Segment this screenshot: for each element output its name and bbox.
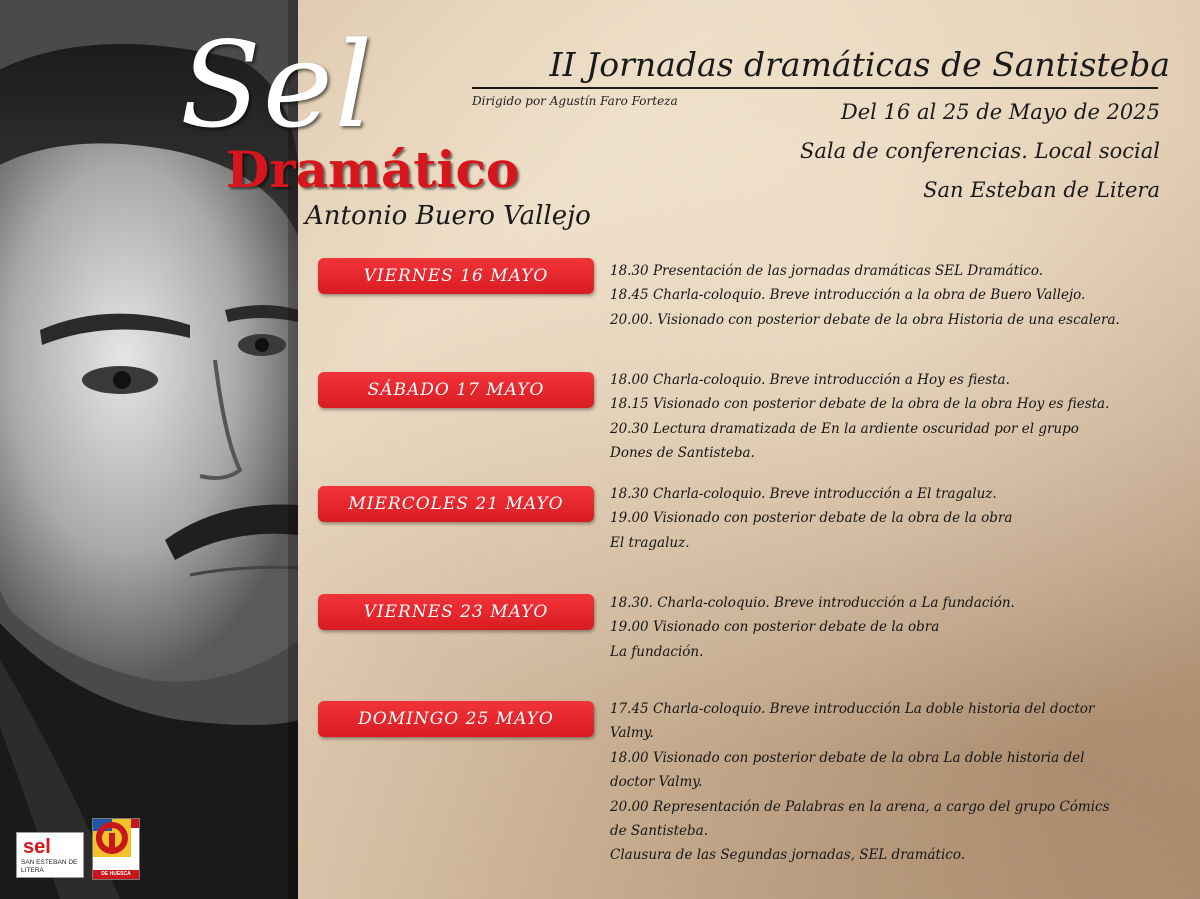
logo-sel-title: Sel <box>180 16 375 154</box>
director-credit: Dirigido por Agustín Faro Forteza <box>472 94 678 108</box>
event-venue: Sala de conferencias. Local social <box>799 139 1160 163</box>
day-activities <box>610 697 1180 868</box>
activity-line: 18.00 Visionado con posterior debate de la obra La doble historia del <box>610 749 1085 766</box>
logo-dramatico-title: Dramático <box>226 140 520 199</box>
activity-line: 17.45 Charla-coloquio. Breve introducción La doble historia del doctor <box>610 701 1095 717</box>
activity-line: Valmy. <box>610 725 654 742</box>
activity-line: de Santisteba. <box>610 823 708 840</box>
day-activities <box>610 482 1180 555</box>
activity-line: El tragaluz. <box>610 534 690 551</box>
title-underline <box>472 87 1158 89</box>
activity-line: 18.30 Charla-coloquio. Breve introducción a El tragaluz. <box>610 486 997 502</box>
event-title: II Jornadas dramáticas de Santisteba <box>549 45 1170 84</box>
activity-line: 20.00 Representación de Palabras en la arena, a cargo del grupo Cómics <box>610 798 1110 815</box>
day-badge: DOMINGO 25 MAYO <box>318 701 594 737</box>
activity-line: La fundación. <box>610 643 704 660</box>
activity-line: 19.00 Visionado con posterior debate de la obra de la obra <box>610 510 1013 527</box>
sel-logo-mark: sel <box>23 836 51 858</box>
event-town: San Esteban de Litera <box>923 178 1160 202</box>
day-activities <box>610 259 1180 332</box>
activity-line: 20.30 Lectura dramatizada de En la ardiente oscuridad por el grupo <box>610 420 1079 437</box>
activity-line: 18.45 Charla-coloquio. Breve introducción a la obra de Buero Vallejo. <box>610 287 1086 304</box>
event-dates: Del 16 al 25 de Mayo de 2025 <box>840 100 1160 124</box>
day-badge: VIERNES 16 MAYO <box>318 258 594 294</box>
diputacion-shield-icon <box>93 819 131 857</box>
activity-line: 18.15 Visionado con posterior debate de la obra de la obra Hoy es fiesta. <box>610 396 1110 413</box>
activity-line: 18.30 Presentación de las jornadas dramáticas SEL Dramático. <box>610 263 1044 279</box>
day-badge: MIERCOLES 21 MAYO <box>318 486 594 522</box>
diputacion-huesca-logo <box>92 818 140 880</box>
day-badge: VIERNES 23 MAYO <box>318 594 594 630</box>
day-activities <box>610 591 1180 664</box>
activity-line: Clausura de las Segundas jornadas, SEL dramático. <box>610 847 966 864</box>
author-name: Antonio Buero Vallejo <box>305 201 591 231</box>
activity-line: doctor Valmy. <box>610 774 703 791</box>
diputacion-logo-bottom: DE HUESCA <box>93 870 139 879</box>
activity-line: 20.00. Visionado con posterior debate de la obra Historia de una escalera. <box>610 311 1120 328</box>
activity-line: 18.30. Charla-coloquio. Breve introducción a La fundación. <box>610 595 1015 611</box>
activity-line: Dones de Santisteba. <box>610 445 755 462</box>
day-badge: SÁBADO 17 MAYO <box>318 372 594 408</box>
sel-san-esteban-logo <box>16 832 84 878</box>
day-activities <box>610 368 1180 466</box>
activity-line: 18.00 Charla-coloquio. Breve introducción a Hoy es fiesta. <box>610 372 1010 388</box>
activity-line: 19.00 Visionado con posterior debate de la obra <box>610 619 940 636</box>
sel-logo-subtitle: SAN ESTEBAN DE LITERA <box>21 859 78 874</box>
